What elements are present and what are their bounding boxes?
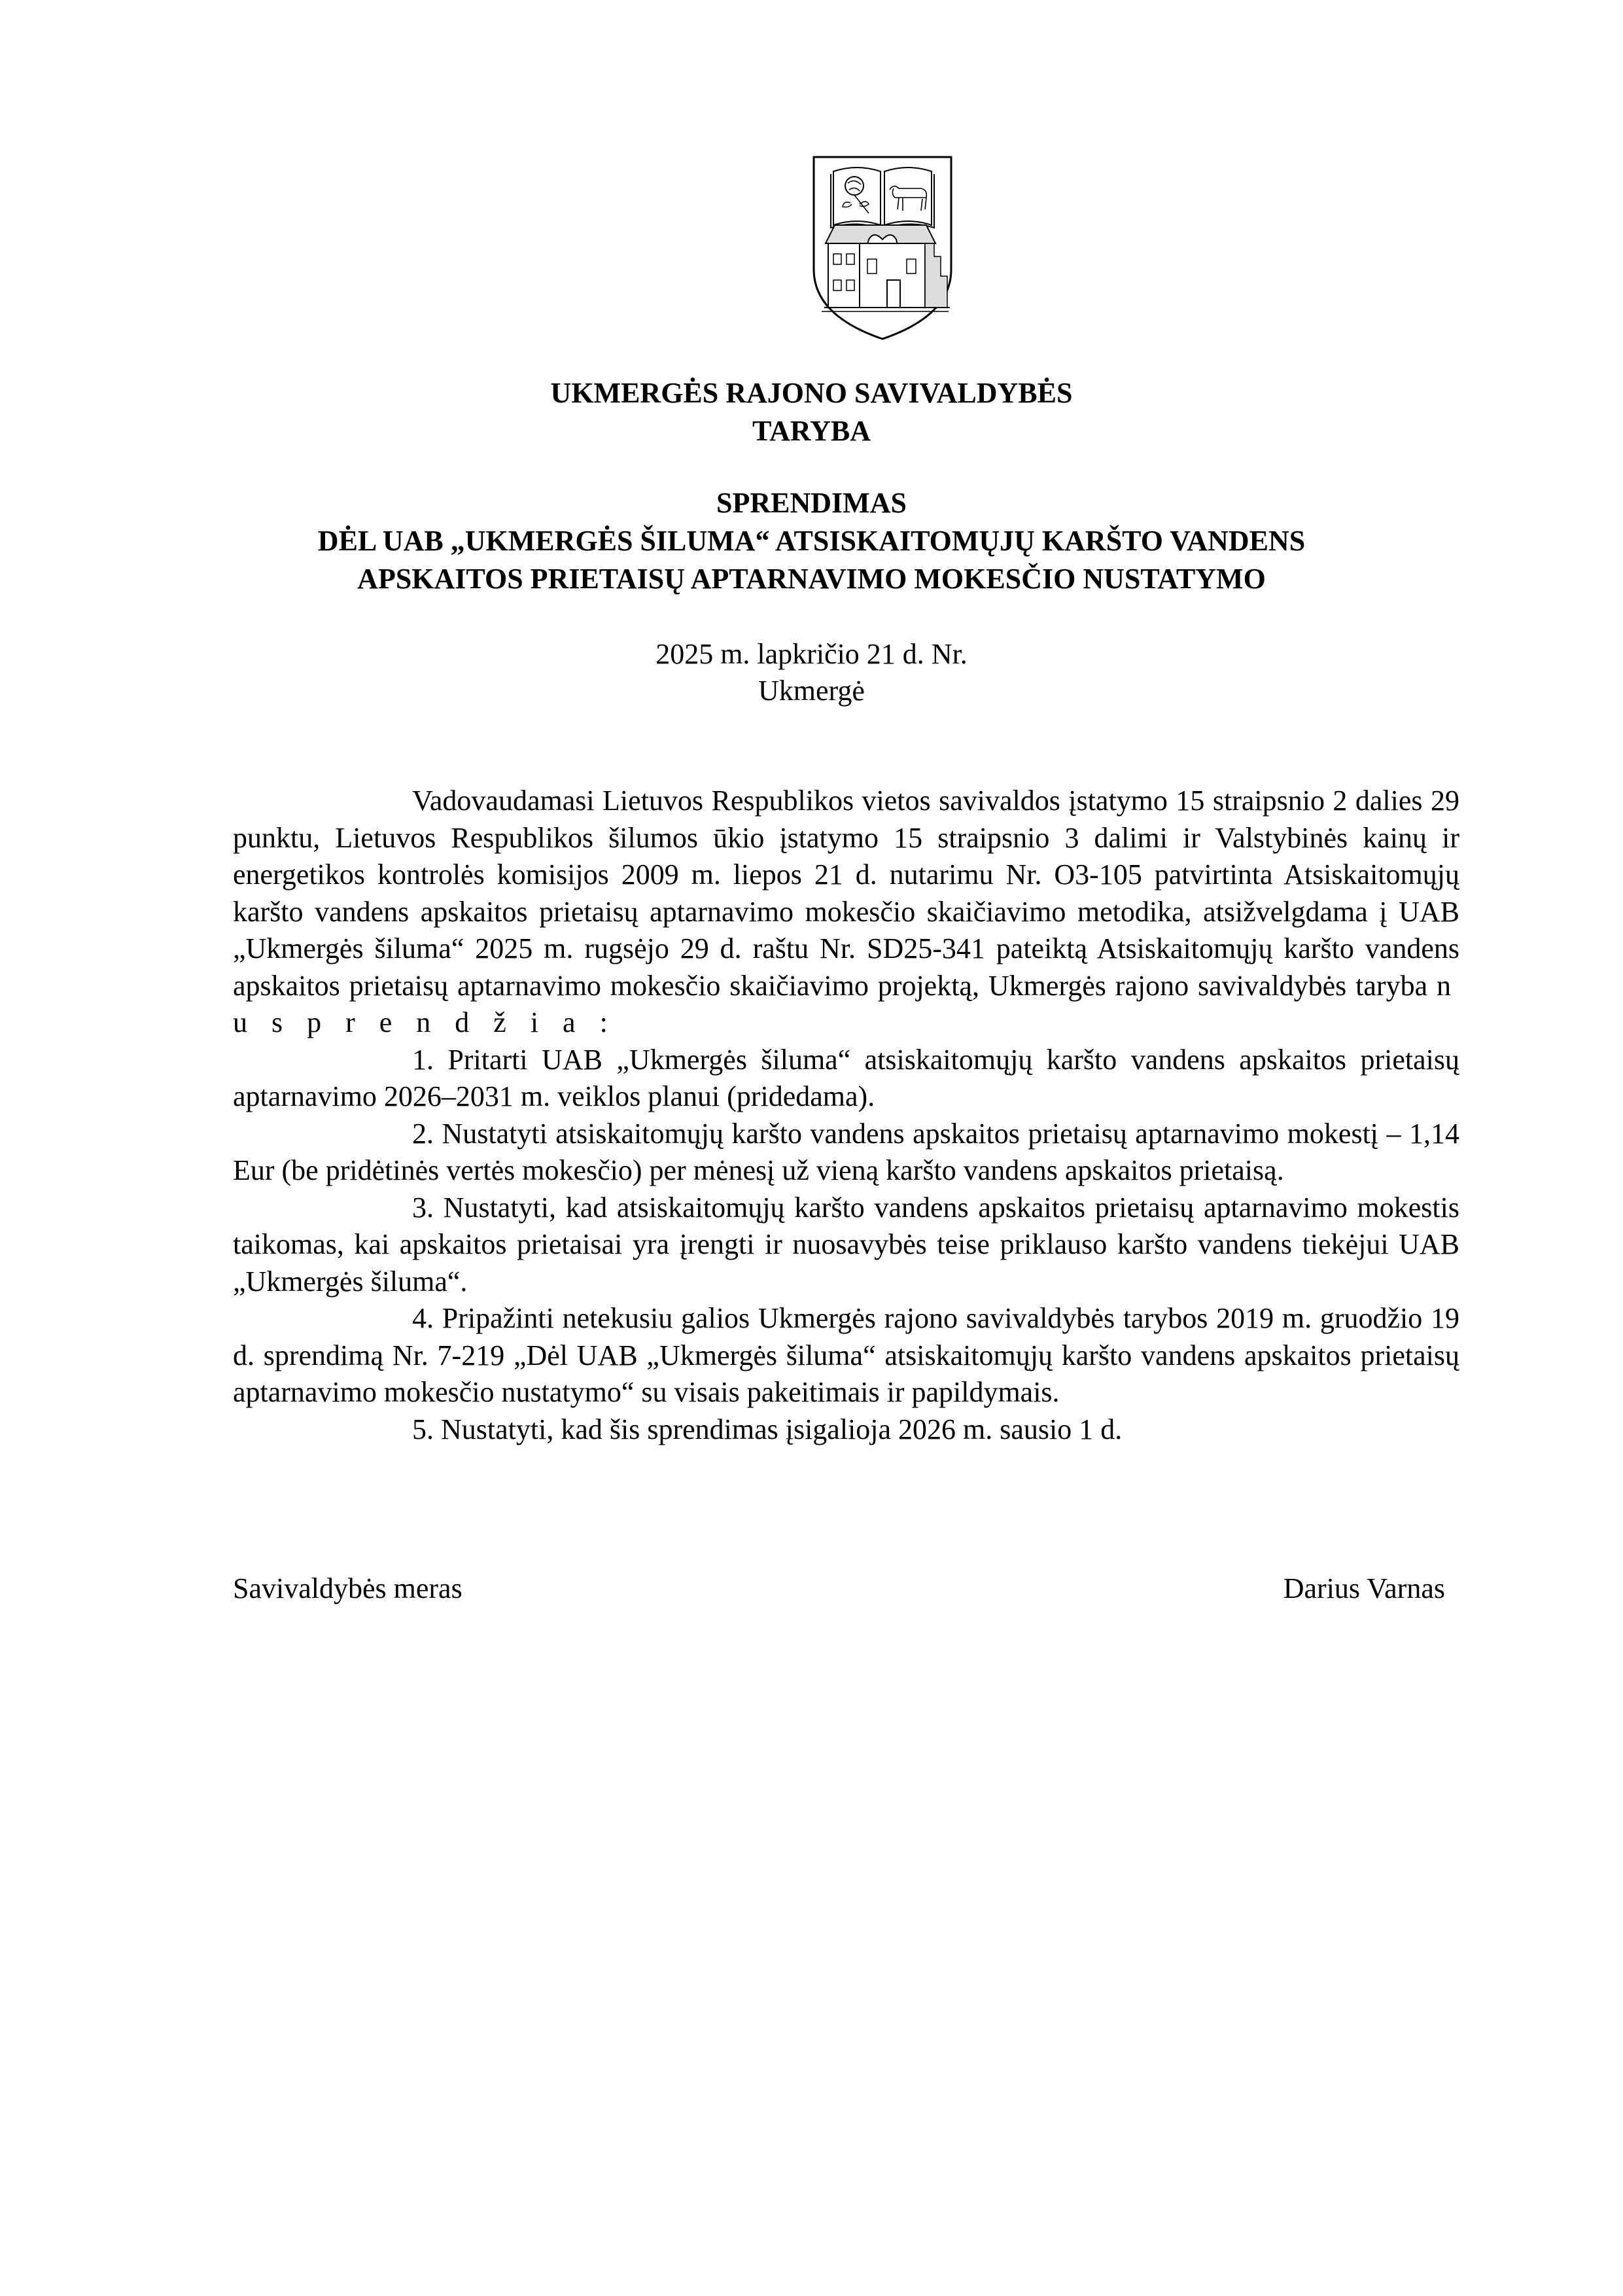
decision-item-5: 5. Nustatyti, kad šis sprendimas įsigalioja 2026 m. sausio 1 d. xyxy=(412,1413,1123,1445)
place: Ukmergė xyxy=(758,675,865,707)
document-body xyxy=(233,783,1459,1448)
institution-header xyxy=(0,374,1623,450)
decision-subject-line-2: APSKAITOS PRIETAISŲ APTARNAVIMO MOKESČIO NUSTATYMO xyxy=(357,563,1266,595)
decision-item-3: 3. Nustatyti, kad atsiskaitomųjų karšto vandens apskaitos prietaisų aptarnavimo mokestis taikomas, kai apskaitos prietaisai yra įrengti ir nuosavybės teise priklauso karšto vandens tiekėjui UAB „Ukmergės šiluma“. xyxy=(233,1191,1459,1298)
document-type: SPRENDIMAS xyxy=(716,487,907,519)
institution-body: TARYBA xyxy=(752,415,871,447)
date-place-block xyxy=(0,636,1623,709)
decision-item-2: 2. Nustatyti atsiskaitomųjų karšto vandens apskaitos prietaisų aptarnavimo mokestį – 1,14 Eur (be pridėtinės vertės mokesčio) per mėnesį už vieną karšto vandens apskaitos prietaisą. xyxy=(233,1117,1459,1186)
date-number: 2025 m. lapkričio 21 d. Nr. xyxy=(655,638,968,670)
decides-keyword: n u s p r e n d ž i a : xyxy=(233,969,1459,1038)
preamble-paragraph xyxy=(233,783,1459,1042)
coat-of-arms-icon xyxy=(811,152,954,342)
preamble-text: Vadovaudamasi Lietuvos Respublikos vietos savivaldos įstatymo 15 straipsnio 2 dalies 29 punktu, Lietuvos Respublikos šilumos ūkio įstatymo 15 straipsnio 3 dalimi ir Valstybinės kainų ir energetikos kontrolės komisijos 2009 m. liepos 21 d. nutarimu Nr. O3-105 patvirtinta Atsiskaitomųjų karšto vandens apskaitos prietaisų aptarnavimo mokesčio skaičiavimo metodika, atsižvelgdama į UAB „Ukmergės šiluma“ 2025 m. rugsėjo 29 d. raštu Nr. SD25-341 pateiktą Atsiskaitomųjų karšto vandens apskaitos prietaisų aptarnavimo mokesčio skaičiavimo projektą, Ukmergės rajono savivaldybės taryba xyxy=(233,785,1459,1002)
institution-name: UKMERGĖS RAJONO SAVIVALDYBĖS xyxy=(550,377,1073,409)
signatory-position: Savivaldybės meras xyxy=(233,1572,462,1604)
signatory-name: Darius Varnas xyxy=(1283,1572,1445,1604)
decision-subject-line-1: DĖL UAB „UKMERGĖS ŠILUMA“ ATSISKAITOMŲJŲ KARŠTO VANDENS xyxy=(317,525,1306,557)
decision-item-4: 4. Pripažinti netekusiu galios Ukmergės rajono savivaldybės tarybos 2019 m. gruodžio 19 d. sprendimą Nr. 7-219 „Dėl UAB „Ukmergės šiluma“ atsiskaitomųjų karšto vandens apskaitos prietaisų aptarnavimo mokesčio nustatymo“ su visais pakeitimais ir papildymais. xyxy=(233,1302,1459,1408)
decision-item-1: 1. Pritarti UAB „Ukmergės šiluma“ atsiskaitomųjų karšto vandens apskaitos prietaisų aptarnavimo 2026–2031 m. veiklos planui (pridedama). xyxy=(233,1043,1459,1112)
decision-title xyxy=(0,484,1623,598)
